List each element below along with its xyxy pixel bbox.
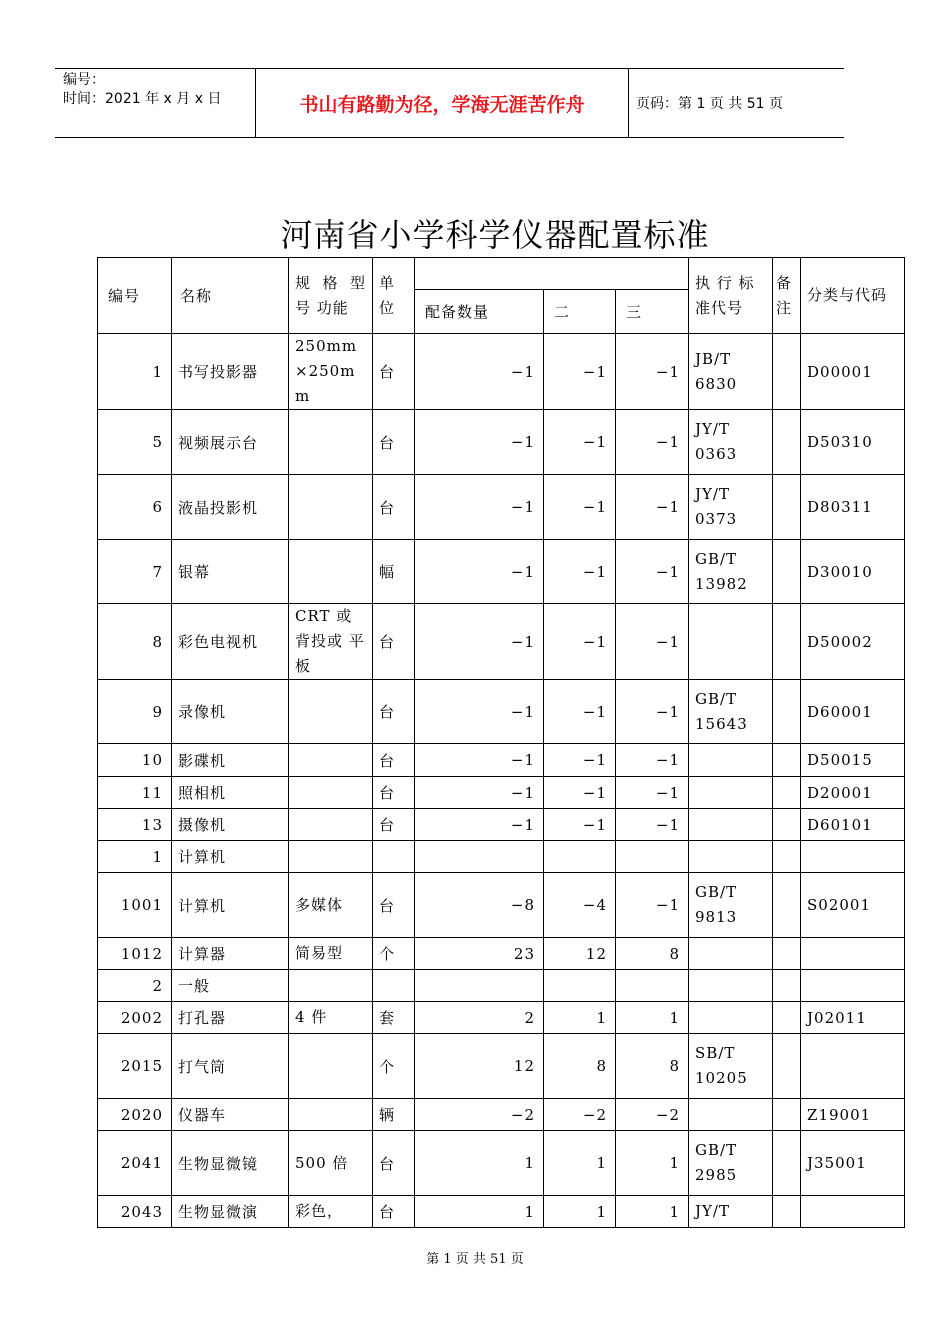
cell-q3: −1 (616, 410, 689, 475)
cell-name: 影碟机 (172, 744, 289, 777)
cell-q3: −1 (616, 777, 689, 809)
cell-unit: 个 (373, 938, 415, 970)
cell-q1: −1 (415, 475, 544, 540)
cell-cls: D60101 (801, 809, 905, 841)
cell-q1: −1 (415, 334, 544, 410)
cell-spec (289, 777, 373, 809)
cell-std (689, 744, 773, 777)
cell-q1: 12 (415, 1034, 544, 1099)
cell-q1 (415, 970, 544, 1002)
cell-unit: 台 (373, 475, 415, 540)
cell-q3: −1 (616, 809, 689, 841)
table-row (98, 777, 905, 809)
cell-note (773, 841, 801, 873)
cell-q1: −1 (415, 744, 544, 777)
cell-note (773, 334, 801, 410)
cell-q1: 1 (415, 1196, 544, 1228)
cell-code: 11 (98, 777, 172, 809)
cell-unit (373, 970, 415, 1002)
cell-std: GB/T 2985 (689, 1131, 773, 1196)
header-name: 名称 (172, 258, 289, 334)
cell-name: 仪器车 (172, 1099, 289, 1131)
cell-name: 打孔器 (172, 1002, 289, 1034)
header-cls: 分类与代码 (801, 258, 905, 334)
cell-name: 银幕 (172, 540, 289, 604)
cell-q2: −1 (544, 809, 616, 841)
cell-name: 摄像机 (172, 809, 289, 841)
cell-cls: D60001 (801, 680, 905, 744)
table-row (98, 744, 905, 777)
cell-unit: 台 (373, 777, 415, 809)
cell-q1: −1 (415, 540, 544, 604)
cell-unit: 套 (373, 1002, 415, 1034)
cell-q2: 1 (544, 1131, 616, 1196)
cell-note (773, 680, 801, 744)
cell-q2: −1 (544, 777, 616, 809)
cell-q1: −1 (415, 604, 544, 680)
cell-std (689, 777, 773, 809)
cell-code: 1 (98, 334, 172, 410)
cell-cls: Z19001 (801, 1099, 905, 1131)
cell-cls: D80311 (801, 475, 905, 540)
cell-std: SB/T 10205 (689, 1034, 773, 1099)
cell-q2: 8 (544, 1034, 616, 1099)
cell-spec (289, 680, 373, 744)
cell-note (773, 938, 801, 970)
cell-q3: 1 (616, 1002, 689, 1034)
table-row (98, 475, 905, 540)
cell-code: 13 (98, 809, 172, 841)
cell-q2: 1 (544, 1196, 616, 1228)
cell-unit: 台 (373, 873, 415, 938)
cell-cls: D20001 (801, 777, 905, 809)
cell-q3: −1 (616, 744, 689, 777)
time-label: 时间：2021 年 x 月 x 日 (63, 91, 222, 107)
cell-name: 计算器 (172, 938, 289, 970)
cell-note (773, 1131, 801, 1196)
cell-name: 液晶投影机 (172, 475, 289, 540)
cell-spec (289, 540, 373, 604)
cell-code: 5 (98, 410, 172, 475)
cell-q3: −2 (616, 1099, 689, 1131)
cell-q1: 23 (415, 938, 544, 970)
cell-cls: D00001 (801, 334, 905, 410)
cell-name: 计算机 (172, 873, 289, 938)
cell-note (773, 1034, 801, 1099)
cell-std (689, 1099, 773, 1131)
table-body (98, 258, 905, 1228)
cell-q1 (415, 841, 544, 873)
table-row (98, 1002, 905, 1034)
cell-q2: −1 (544, 604, 616, 680)
cell-cls (801, 938, 905, 970)
cell-note (773, 604, 801, 680)
cell-std: JY/T (689, 1196, 773, 1228)
cell-cls: D50310 (801, 410, 905, 475)
cell-spec (289, 1034, 373, 1099)
table-row (98, 334, 905, 410)
cell-name: 生物显微镜 (172, 1131, 289, 1196)
cell-spec (289, 410, 373, 475)
cell-q3: 1 (616, 1131, 689, 1196)
cell-cls (801, 1034, 905, 1099)
cell-cls: S02001 (801, 873, 905, 938)
cell-unit (373, 841, 415, 873)
cell-spec: 简易型 (289, 938, 373, 970)
code-label: 编号： (63, 72, 105, 88)
cell-cls (801, 841, 905, 873)
cell-std (689, 938, 773, 970)
cell-spec (289, 809, 373, 841)
cell-std: JY/T 0363 (689, 410, 773, 475)
cell-code: 10 (98, 744, 172, 777)
cell-std: GB/T 9813 (689, 873, 773, 938)
table-row (98, 604, 905, 680)
table-row (98, 873, 905, 938)
header-code: 编号 (98, 258, 172, 334)
cell-q3: −1 (616, 540, 689, 604)
cell-code: 2002 (98, 1002, 172, 1034)
cell-q1: −8 (415, 873, 544, 938)
cell-unit: 幅 (373, 540, 415, 604)
cell-q2: −1 (544, 540, 616, 604)
cell-unit: 台 (373, 334, 415, 410)
cell-spec (289, 744, 373, 777)
cell-name: 视频展示台 (172, 410, 289, 475)
cell-note (773, 1002, 801, 1034)
cell-q3 (616, 970, 689, 1002)
cell-name: 录像机 (172, 680, 289, 744)
header-note: 备注 (773, 258, 801, 334)
cell-std: GB/T 13982 (689, 540, 773, 604)
table-row (98, 841, 905, 873)
cell-q2 (544, 841, 616, 873)
table-row (98, 1131, 905, 1196)
cell-q2: 12 (544, 938, 616, 970)
header-spec: 规 格 型 号 功能 (289, 258, 373, 334)
header-std: 执 行 标 准代号 (689, 258, 773, 334)
cell-code: 7 (98, 540, 172, 604)
cell-q2: −1 (544, 744, 616, 777)
cell-cls: J02011 (801, 1002, 905, 1034)
cell-std: GB/T 15643 (689, 680, 773, 744)
cell-unit: 台 (373, 410, 415, 475)
cell-q3 (616, 841, 689, 873)
cell-q2: −1 (544, 475, 616, 540)
cell-q1: 1 (415, 1131, 544, 1196)
cell-note (773, 809, 801, 841)
cell-name: 照相机 (172, 777, 289, 809)
header-qty3: 三 (616, 290, 689, 334)
cell-spec: 多媒体 (289, 873, 373, 938)
table-row (98, 1099, 905, 1131)
cell-code: 2 (98, 970, 172, 1002)
cell-note (773, 777, 801, 809)
cell-q2: −1 (544, 410, 616, 475)
header-unit: 单位 (373, 258, 415, 334)
cell-unit: 个 (373, 1034, 415, 1099)
cell-cls: J35001 (801, 1131, 905, 1196)
cell-name: 一般 (172, 970, 289, 1002)
cell-std (689, 841, 773, 873)
table-row (98, 680, 905, 744)
cell-code: 6 (98, 475, 172, 540)
cell-std (689, 1002, 773, 1034)
cell-note (773, 1196, 801, 1228)
header-qty1: 配备数量 (415, 290, 544, 334)
cell-q3: 1 (616, 1196, 689, 1228)
cell-unit: 台 (373, 809, 415, 841)
cell-spec: 500 倍 (289, 1131, 373, 1196)
table-row (98, 938, 905, 970)
table-row (98, 809, 905, 841)
cell-q1: −1 (415, 809, 544, 841)
cell-cls (801, 970, 905, 1002)
cell-code: 1001 (98, 873, 172, 938)
header-qty-group (415, 258, 689, 290)
cell-q1: −2 (415, 1099, 544, 1131)
cell-name: 彩色电视机 (172, 604, 289, 680)
cell-q1: 2 (415, 1002, 544, 1034)
cell-q1: −1 (415, 680, 544, 744)
cell-spec: 4 件 (289, 1002, 373, 1034)
cell-note (773, 744, 801, 777)
cell-q3: −1 (616, 334, 689, 410)
page-footer: 第 1 页 共 51 页 (426, 1252, 524, 1267)
cell-q3: 8 (616, 938, 689, 970)
cell-q1: −1 (415, 410, 544, 475)
cell-spec (289, 1099, 373, 1131)
cell-spec: 彩色， (289, 1196, 373, 1228)
cell-spec: 250mm ×250m m (289, 334, 373, 410)
equipment-table (97, 257, 905, 1228)
cell-std (689, 604, 773, 680)
header-row (98, 258, 905, 290)
cell-std: JY/T 0373 (689, 475, 773, 540)
cell-cls (801, 1196, 905, 1228)
cell-unit: 台 (373, 604, 415, 680)
cell-q2: −1 (544, 334, 616, 410)
cell-code: 2041 (98, 1131, 172, 1196)
cell-name: 生物显微演 (172, 1196, 289, 1228)
cell-unit: 台 (373, 1131, 415, 1196)
cell-code: 2043 (98, 1196, 172, 1228)
cell-q1: −1 (415, 777, 544, 809)
cell-name: 书写投影器 (172, 334, 289, 410)
document-title: 河南省小学科学仪器配置标准 (280, 216, 710, 254)
cell-code: 2015 (98, 1034, 172, 1099)
cell-unit: 台 (373, 1196, 415, 1228)
motto: 书山有路勤为径，学海无涯苦作舟 (255, 69, 629, 137)
cell-spec (289, 841, 373, 873)
cell-cls: D50002 (801, 604, 905, 680)
cell-code: 1 (98, 841, 172, 873)
cell-unit: 台 (373, 680, 415, 744)
cell-q2 (544, 970, 616, 1002)
cell-code: 8 (98, 604, 172, 680)
cell-std: JB/T 6830 (689, 334, 773, 410)
table-row (98, 540, 905, 604)
cell-code: 1012 (98, 938, 172, 970)
cell-note (773, 475, 801, 540)
cell-name: 计算机 (172, 841, 289, 873)
cell-note (773, 410, 801, 475)
table-row (98, 410, 905, 475)
table-row (98, 1034, 905, 1099)
table-row (98, 970, 905, 1002)
cell-note (773, 970, 801, 1002)
page-info: 页码：第 1 页 共 51 页 (636, 96, 783, 112)
cell-q3: −1 (616, 604, 689, 680)
cell-unit: 台 (373, 744, 415, 777)
cell-q3: −1 (616, 873, 689, 938)
cell-q3: −1 (616, 680, 689, 744)
cell-note (773, 1099, 801, 1131)
cell-q2: −1 (544, 680, 616, 744)
cell-spec (289, 475, 373, 540)
cell-q2: −4 (544, 873, 616, 938)
cell-unit: 辆 (373, 1099, 415, 1131)
cell-name: 打气筒 (172, 1034, 289, 1099)
cell-note (773, 873, 801, 938)
cell-cls: D30010 (801, 540, 905, 604)
cell-spec (289, 970, 373, 1002)
cell-spec: CRT 或 背投或 平板 (289, 604, 373, 680)
cell-std (689, 809, 773, 841)
cell-q2: −2 (544, 1099, 616, 1131)
cell-code: 2020 (98, 1099, 172, 1131)
cell-std (689, 970, 773, 1002)
header-meta (55, 69, 263, 139)
cell-code: 9 (98, 680, 172, 744)
cell-note (773, 540, 801, 604)
cell-q3: 8 (616, 1034, 689, 1099)
table-row (98, 1196, 905, 1228)
cell-q2: 1 (544, 1002, 616, 1034)
cell-q3: −1 (616, 475, 689, 540)
header-qty2: 二 (544, 290, 616, 334)
cell-cls: D50015 (801, 744, 905, 777)
page-header (55, 68, 844, 138)
